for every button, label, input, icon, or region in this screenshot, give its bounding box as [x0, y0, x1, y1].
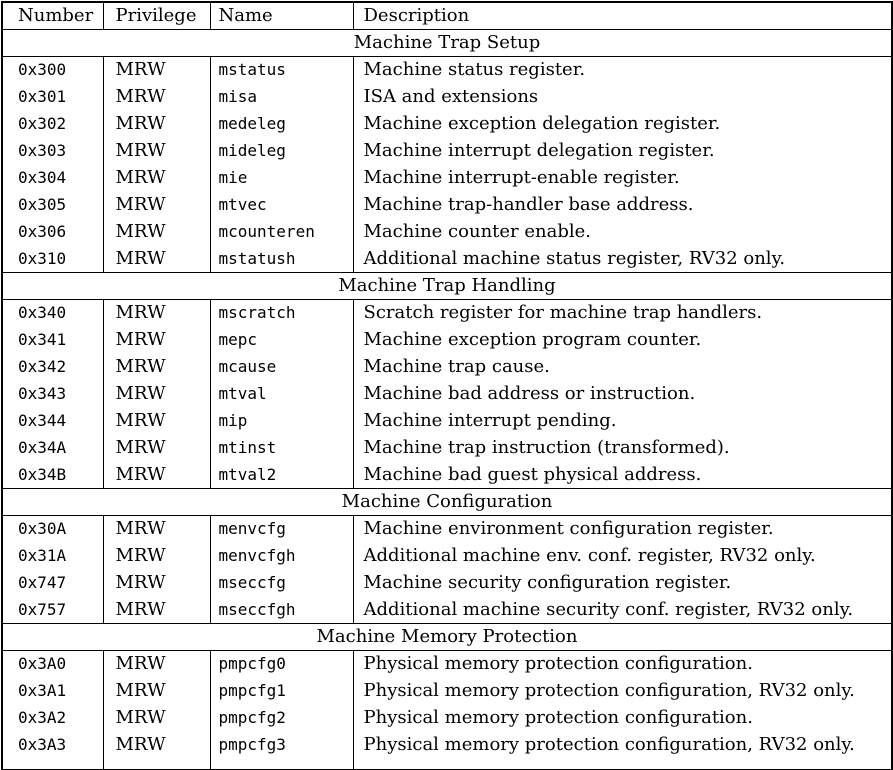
cell-description: Physical memory protection configuration.: [353, 650, 892, 677]
table-row: [2, 515, 892, 542]
cell-privilege: MRW: [103, 569, 210, 596]
column-header-privilege: Privilege: [103, 2, 210, 29]
cell-name: mseccfg: [210, 569, 353, 596]
cell-privilege: MRW: [103, 110, 210, 137]
cell-name: mcause: [210, 353, 353, 380]
table-row: [2, 137, 892, 164]
table-row: [2, 353, 892, 380]
table-row: [2, 596, 892, 623]
cell-privilege: MRW: [103, 677, 210, 704]
cell-name: pmpcfg1: [210, 677, 353, 704]
cell-privilege: MRW: [103, 56, 210, 83]
cell-name: pmpcfg0: [210, 650, 353, 677]
csr-table: [1, 1, 893, 770]
cell-name: mcounteren: [210, 218, 353, 245]
table-row: [2, 83, 892, 110]
table-row: [2, 218, 892, 245]
table-row: [2, 461, 892, 488]
cell-number: 0x747: [18, 573, 67, 592]
cell-empty: [353, 758, 892, 770]
cell-number: 0x305: [18, 195, 67, 214]
cell-description: Machine exception delegation register.: [353, 110, 892, 137]
table-row: [2, 704, 892, 731]
column-header-description: Description: [353, 2, 892, 29]
cell-name: medeleg: [210, 110, 353, 137]
cell-number: 0x342: [18, 357, 67, 376]
cell-number: 0x30A: [18, 519, 67, 539]
column-header-name: Name: [210, 2, 353, 29]
table-row: [2, 164, 892, 191]
cell-description: Machine bad guest physical address.: [353, 461, 892, 488]
cell-number: 0x300: [18, 60, 67, 80]
cell-number: 0x310: [18, 248, 67, 268]
cell-number: 0x3A3: [18, 735, 67, 754]
cell-name: mtinst: [210, 434, 353, 461]
table-row: [2, 56, 892, 83]
cell-number: 0x31A: [18, 546, 67, 565]
section-row: [2, 488, 892, 515]
cell-name: menvcfg: [210, 515, 353, 542]
table-body: [2, 29, 892, 770]
table-row: [2, 407, 892, 434]
table-row: [2, 110, 892, 137]
section-row: [2, 623, 892, 650]
section-title: Machine Trap Setup: [2, 29, 892, 56]
table-row: [2, 731, 892, 758]
cell-privilege: MRW: [103, 353, 210, 380]
cell-description: Machine environment configuration register.: [353, 515, 892, 542]
cell-name: mie: [210, 164, 353, 191]
cell-description: Additional machine security conf. register, RV32 only.: [353, 596, 892, 623]
cell-name: mtvec: [210, 191, 353, 218]
cell-description: Machine trap instruction (transformed).: [353, 434, 892, 461]
cell-privilege: MRW: [103, 164, 210, 191]
cell-number: 0x3A1: [18, 681, 67, 700]
cell-number: 0x34B: [18, 464, 67, 484]
cell-privilege: MRW: [103, 650, 210, 677]
cell-name: mstatus: [210, 56, 353, 83]
cell-privilege: MRW: [103, 191, 210, 218]
cell-number: 0x3A2: [18, 708, 67, 727]
cell-privilege: MRW: [103, 434, 210, 461]
cell-number: 0x341: [18, 330, 67, 349]
cell-name: misa: [210, 83, 353, 110]
cell-description: ISA and extensions: [353, 83, 892, 110]
cell-description: Machine interrupt pending.: [353, 407, 892, 434]
cell-description: Additional machine status register, RV32 only.: [353, 245, 892, 272]
table-row: [2, 434, 892, 461]
cell-number: 0x343: [18, 384, 67, 403]
cell-name: mideleg: [210, 137, 353, 164]
table-row: [2, 191, 892, 218]
cell-name: mepc: [210, 326, 353, 353]
table-row: [2, 677, 892, 704]
cell-name: mtval2: [210, 461, 353, 488]
cell-name: pmpcfg2: [210, 704, 353, 731]
cell-description: Machine exception program counter.: [353, 326, 892, 353]
cell-name: mstatush: [210, 245, 353, 272]
cell-empty: [2, 758, 103, 770]
cell-number: 0x303: [18, 141, 67, 160]
cell-number: 0x757: [18, 599, 67, 619]
cell-description: Physical memory protection configuration.: [353, 704, 892, 731]
cell-number: 0x301: [18, 87, 67, 106]
cell-privilege: MRW: [103, 515, 210, 542]
cell-number: 0x304: [18, 168, 67, 187]
section-title: Machine Trap Handling: [2, 272, 892, 299]
cell-description: Additional machine env. conf. register, RV32 only.: [353, 542, 892, 569]
cell-name: mip: [210, 407, 353, 434]
cell-description: Machine security configuration register.: [353, 569, 892, 596]
cell-number: 0x34A: [18, 438, 67, 457]
cell-name: mtval: [210, 380, 353, 407]
cell-privilege: MRW: [103, 407, 210, 434]
cell-description: Machine trap-handler base address.: [353, 191, 892, 218]
cell-number: 0x344: [18, 411, 67, 430]
cell-privilege: MRW: [103, 461, 210, 488]
table-row: [2, 542, 892, 569]
table-row: [2, 569, 892, 596]
cell-privilege: MRW: [103, 542, 210, 569]
cell-empty: [210, 758, 353, 770]
cell-privilege: MRW: [103, 137, 210, 164]
section-row: [2, 29, 892, 56]
cell-name: pmpcfg3: [210, 731, 353, 758]
cell-privilege: MRW: [103, 83, 210, 110]
cell-description: Machine trap cause.: [353, 353, 892, 380]
table-row: [2, 245, 892, 272]
cell-name: menvcfgh: [210, 542, 353, 569]
column-header-number: Number: [2, 2, 103, 29]
cell-description: Machine bad address or instruction.: [353, 380, 892, 407]
cell-number: 0x340: [18, 303, 67, 323]
cell-description: Machine status register.: [353, 56, 892, 83]
cell-description: Machine counter enable.: [353, 218, 892, 245]
cell-privilege: MRW: [103, 704, 210, 731]
table-row: [2, 380, 892, 407]
partial-cropped-row: [2, 758, 892, 770]
table-row: [2, 650, 892, 677]
cell-privilege: MRW: [103, 218, 210, 245]
header-row: [2, 2, 892, 29]
cell-privilege: MRW: [103, 326, 210, 353]
cell-description: Machine interrupt-enable register.: [353, 164, 892, 191]
cell-empty: [103, 758, 210, 770]
section-row: [2, 272, 892, 299]
cell-description: Scratch register for machine trap handlers.: [353, 299, 892, 326]
section-title: Machine Configuration: [2, 488, 892, 515]
cell-description: Physical memory protection configuration, RV32 only.: [353, 677, 892, 704]
cell-name: mseccfgh: [210, 596, 353, 623]
cell-number: 0x3A0: [18, 654, 67, 674]
cell-privilege: MRW: [103, 245, 210, 272]
cell-privilege: MRW: [103, 596, 210, 623]
table-row: [2, 299, 892, 326]
section-title: Machine Memory Protection: [2, 623, 892, 650]
cell-privilege: MRW: [103, 299, 210, 326]
cell-privilege: MRW: [103, 380, 210, 407]
cell-description: Machine interrupt delegation register.: [353, 137, 892, 164]
cell-number: 0x302: [18, 114, 67, 133]
cell-privilege: MRW: [103, 731, 210, 758]
cell-number: 0x306: [18, 222, 67, 241]
table-row: [2, 326, 892, 353]
cell-name: mscratch: [210, 299, 353, 326]
cell-description: Physical memory protection configuration, RV32 only.: [353, 731, 892, 758]
